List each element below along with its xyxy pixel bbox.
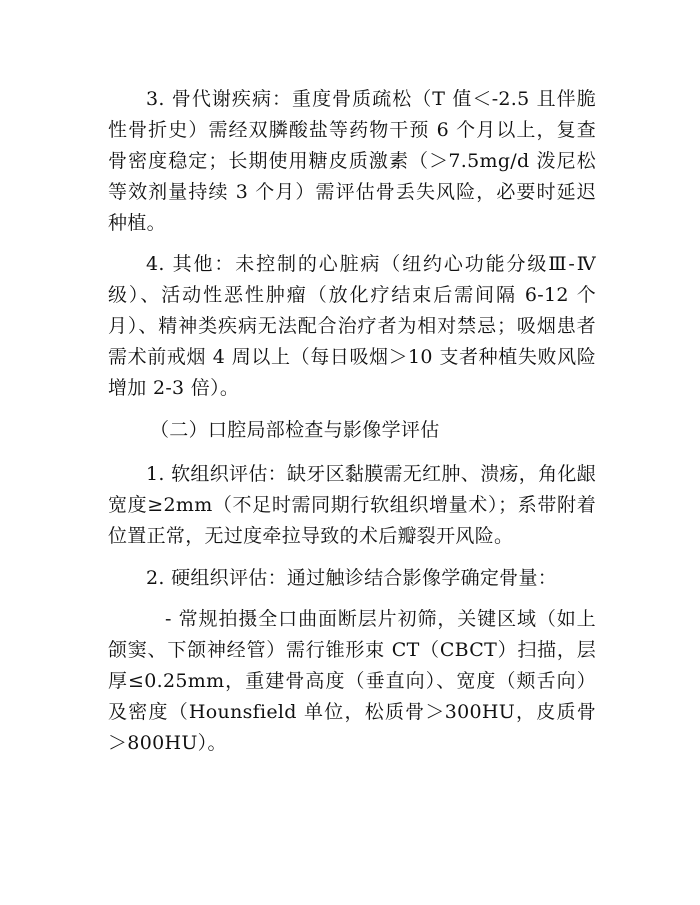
paragraph-soft-tissue-assessment: 1. 软组织评估：缺牙区黏膜需无红肿、溃疡，角化龈宽度≥2mm（不足时需同期行软组织增量术）；系带附着位置正常，无过度牵拉导致的术后瓣裂开风险。 xyxy=(108,463,596,547)
paragraph-other-conditions: 4. 其他：未控制的心脏病（纽约心功能分级Ⅲ-Ⅳ级）、活动性恶性肿瘤（放化疗结束后需间隔 6-12 个月）、精神类疾病无法配合治疗者为相对禁忌；吸烟患者需术前戒烟 4 周以上（每日吸烟＞10 支者种植失败风险增加 2-3 倍）。 xyxy=(108,253,596,399)
section-heading-oral-exam: （二）口腔局部检查与影像学评估 xyxy=(150,419,440,441)
paragraph-hard-tissue-assessment: 2. 硬组织评估：通过触诊结合影像学确定骨量： xyxy=(146,567,558,589)
paragraph-bone-metabolism: 3. 骨代谢疾病：重度骨质疏松（T 值＜-2.5 且伴脆性骨折史）需经双膦酸盐等药物干预 6 个月以上，复查骨密度稳定；长期使用糖皮质激素（＞7.5mg/d 泼尼松等效剂量持续 3 个月）需评估骨丢失风险，必要时延迟种植。 xyxy=(108,88,596,234)
paragraph-imaging-details: - 常规拍摄全口曲面断层片初筛，关键区域（如上颌窦、下颌神经管）需行锥形束 CT（CBCT）扫描，层厚≤0.25mm，重建骨高度（垂直向）、宽度（颊舌向）及密度（Hounsfield 单位，松质骨＞300HU，皮质骨＞800HU）。 xyxy=(108,608,596,754)
